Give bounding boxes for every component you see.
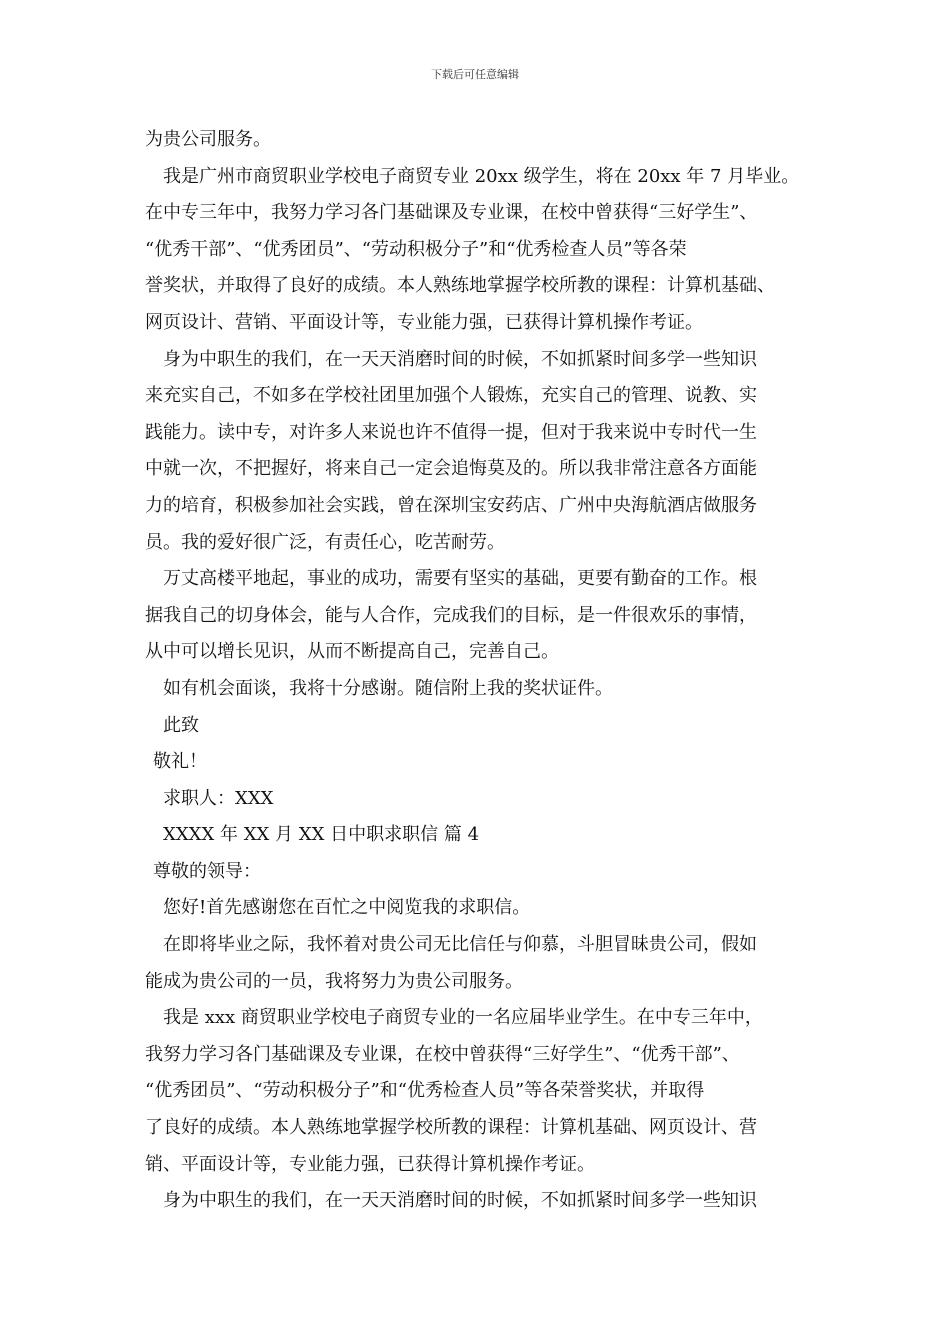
text-line: 网页设计、营销、平面设计等，专业能力强，已获得计算机操作考证。 (145, 311, 703, 333)
text-line: 求职人：XXX (163, 787, 274, 809)
text-line: 身为中职生的我们，在一天天消磨时间的时候，不如抓紧时间多学一些知识 (163, 348, 757, 370)
text-line: 此致 (163, 714, 199, 736)
text-line: 敬礼！ (153, 751, 207, 773)
text-line: 员。我的爱好很广泛，有责任心，吃苦耐劳。 (145, 531, 505, 553)
text-line: 销、平面设计等，专业能力强，已获得计算机操作考证。 (145, 1153, 595, 1175)
text-line: 践能力。读中专，对许多人来说也许不值得一提，但对于我来说中专时代一生 (145, 421, 757, 443)
text-line: 如有机会面谈，我将十分感谢。随信附上我的奖状证件。 (163, 677, 613, 699)
text-line: 我努力学习各门基础课及专业课，在校中曾获得“三好学生”、“优秀干部”、 (145, 1043, 740, 1065)
text-line: 从中可以增长见识，从而不断提高自己，完善自己。 (145, 641, 559, 663)
text-line: 您好!首先感谢您在百忙之中阅览我的求职信。 (163, 897, 531, 919)
text-line: XXXX 年 XX 月 XX 日中职求职信 篇 4 (163, 824, 480, 846)
text-line: 了良好的成绩。本人熟练地掌握学校所教的课程：计算机基础、网页设计、营 (145, 1117, 757, 1139)
text-line: 在中专三年中，我努力学习各门基础课及专业课，在校中曾获得“三好学生”、 (145, 202, 758, 224)
text-line: 来充实自己，不如多在学校社团里加强个人锻炼，充实自己的管理、说教、实 (145, 385, 757, 407)
text-line: 尊敬的领导： (153, 860, 261, 882)
text-line: 我是 xxx 商贸职业学校电子商贸专业的一名应届毕业学生。在中专三年中， (163, 1007, 763, 1029)
page-header-note: 下载后可任意编辑 (431, 68, 519, 81)
text-line: 力的培育，积极参加社会实践，曾在深圳宝安药店、广州中央海航酒店做服务 (145, 494, 757, 516)
text-line: 为贵公司服务。 (145, 129, 271, 150)
letter-body (145, 122, 815, 1220)
text-line: 万丈高楼平地起，事业的成功，需要有坚实的基础，更要有勤奋的工作。根 (163, 568, 757, 590)
text-line: “优秀干部”、“优秀团员”、“劳动积极分子”和“优秀检查人员”等各荣 (145, 238, 687, 260)
text-line: 誉奖状，并取得了良好的成绩。本人熟练地掌握学校所教的课程：计算机基础、 (145, 275, 775, 297)
text-line: 身为中职生的我们，在一天天消磨时间的时候，不如抓紧时间多学一些知识 (163, 1190, 757, 1212)
text-line: 我是广州市商贸职业学校电子商贸专业 20xx 级学生，将在 20xx 年 7 月毕业。 (163, 165, 800, 187)
text-line: “优秀团员”、“劳动积极分子”和“优秀检查人员”等各荣誉奖状，并取得 (145, 1080, 705, 1102)
text-line: 据我自己的切身体会，能与人合作，完成我们的目标，是一件很欢乐的事情， (145, 604, 757, 626)
text-line: 能成为贵公司的一员，我将努力为贵公司服务。 (145, 970, 523, 992)
text-line: 中就一次，不把握好，将来自己一定会追悔莫及的。所以我非常注意各方面能 (145, 458, 757, 480)
text-line: 在即将毕业之际，我怀着对贵公司无比信任与仰慕，斗胆冒昧贵公司，假如 (163, 934, 757, 956)
